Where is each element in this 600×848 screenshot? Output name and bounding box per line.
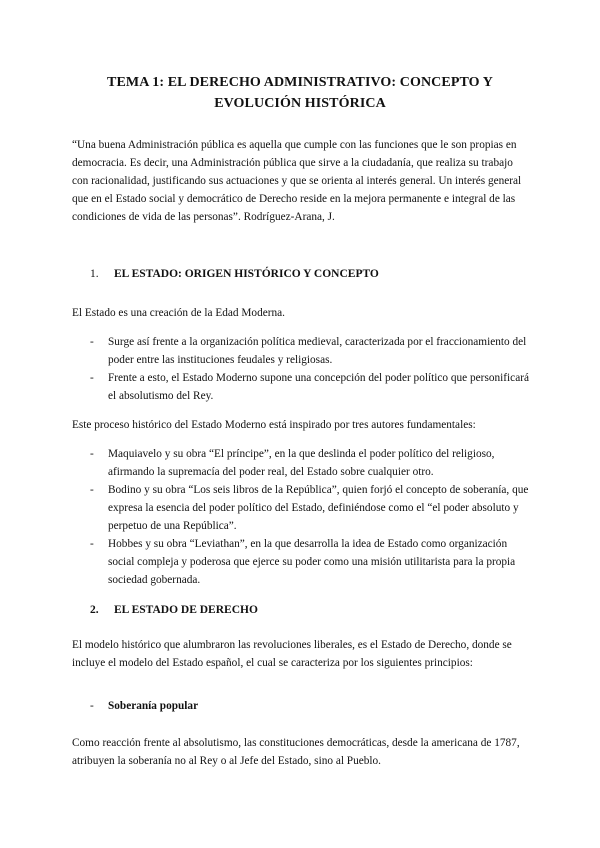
list-item: [90, 535, 530, 589]
section-1-bullets: [90, 333, 530, 405]
list-item: [90, 333, 530, 369]
authors-intro: Este proceso histórico del Estado Moderno está inspirado por tres autores fundamentales:: [72, 419, 476, 431]
section-1-number: 1.: [90, 268, 99, 280]
list-item-text: Frente a esto, el Estado Moderno supone una concepción del poder político que personificará el absolutismo del Rey.: [108, 372, 529, 402]
list-item: [90, 445, 530, 481]
dash-marker: -: [90, 336, 94, 348]
list-item-text: Bodino y su obra “Los seis libros de la República”, quien forjó el concepto de soberanía, que expresa la esencia del poder político del Estado, definiéndose como el “el poder absoluto y perpetuo de una República”.: [108, 484, 529, 532]
section-2-number: 2.: [90, 604, 99, 616]
dash-marker: -: [90, 538, 94, 550]
dash-marker: -: [90, 448, 94, 460]
dash-marker: -: [90, 484, 94, 496]
title-line-1: TEMA 1: EL DERECHO ADMINISTRATIVO: CONCEPTO Y: [107, 75, 493, 90]
section-2-heading: [90, 604, 258, 616]
section-2-title: EL ESTADO DE DERECHO: [114, 604, 258, 616]
subheading-text: Soberanía popular: [108, 700, 199, 712]
dash-marker: -: [90, 700, 94, 712]
sovereignty-subheading: [90, 700, 198, 712]
list-item-text: Maquiavelo y su obra “El príncipe”, en la que deslinda el poder político del religioso, afirmando la supremacía del poder real, del Estado sobre cualquier otro.: [108, 448, 495, 478]
list-item: [90, 369, 530, 405]
list-item: [90, 481, 530, 535]
section-1-intro: El Estado es una creación de la Edad Moderna.: [72, 307, 285, 319]
section-2-intro: El modelo histórico que alumbraron las revoluciones liberales, es el Estado de Derecho, donde se incluye el modelo del Estado español, el cual se caracteriza por los siguientes principios:: [72, 639, 512, 669]
document-title: [60, 72, 540, 114]
section-1-heading: [90, 268, 379, 280]
title-line-2: EVOLUCIÓN HISTÓRICA: [214, 96, 386, 111]
dash-marker: -: [90, 372, 94, 384]
opening-quote: “Una buena Administración pública es aquella que cumple con las funciones que le son propias en democracia. Es decir, una Administración pública que sirve a la ciudadanía, que realiza su trabajo con racionalidad, justificando sus actuaciones y que se orienta al interés general. Un interés general que en el Estado social y democrático de Derecho reside en la mejora permanente e integral de las condiciones de vida de las personas”. Rodríguez-Arana, J.: [72, 139, 522, 223]
section-1-title: EL ESTADO: ORIGEN HISTÓRICO Y CONCEPTO: [114, 268, 379, 280]
authors-list: [90, 445, 530, 589]
sovereignty-text: Como reacción frente al absolutismo, las constituciones democráticas, desde la americana de 1787, atribuyen la soberanía no al Rey o al Jefe del Estado, sino al Pueblo.: [72, 737, 520, 767]
list-item-text: Hobbes y su obra “Leviathan”, en la que desarrolla la idea de Estado como organización social compleja y poderosa que ejerce su poder como una misión utilitarista para la propia sociedad gobernada.: [108, 538, 516, 586]
list-item-text: Surge así frente a la organización política medieval, caracterizada por el fraccionamiento del poder entre las instituciones feudales y religiosas.: [108, 336, 527, 366]
